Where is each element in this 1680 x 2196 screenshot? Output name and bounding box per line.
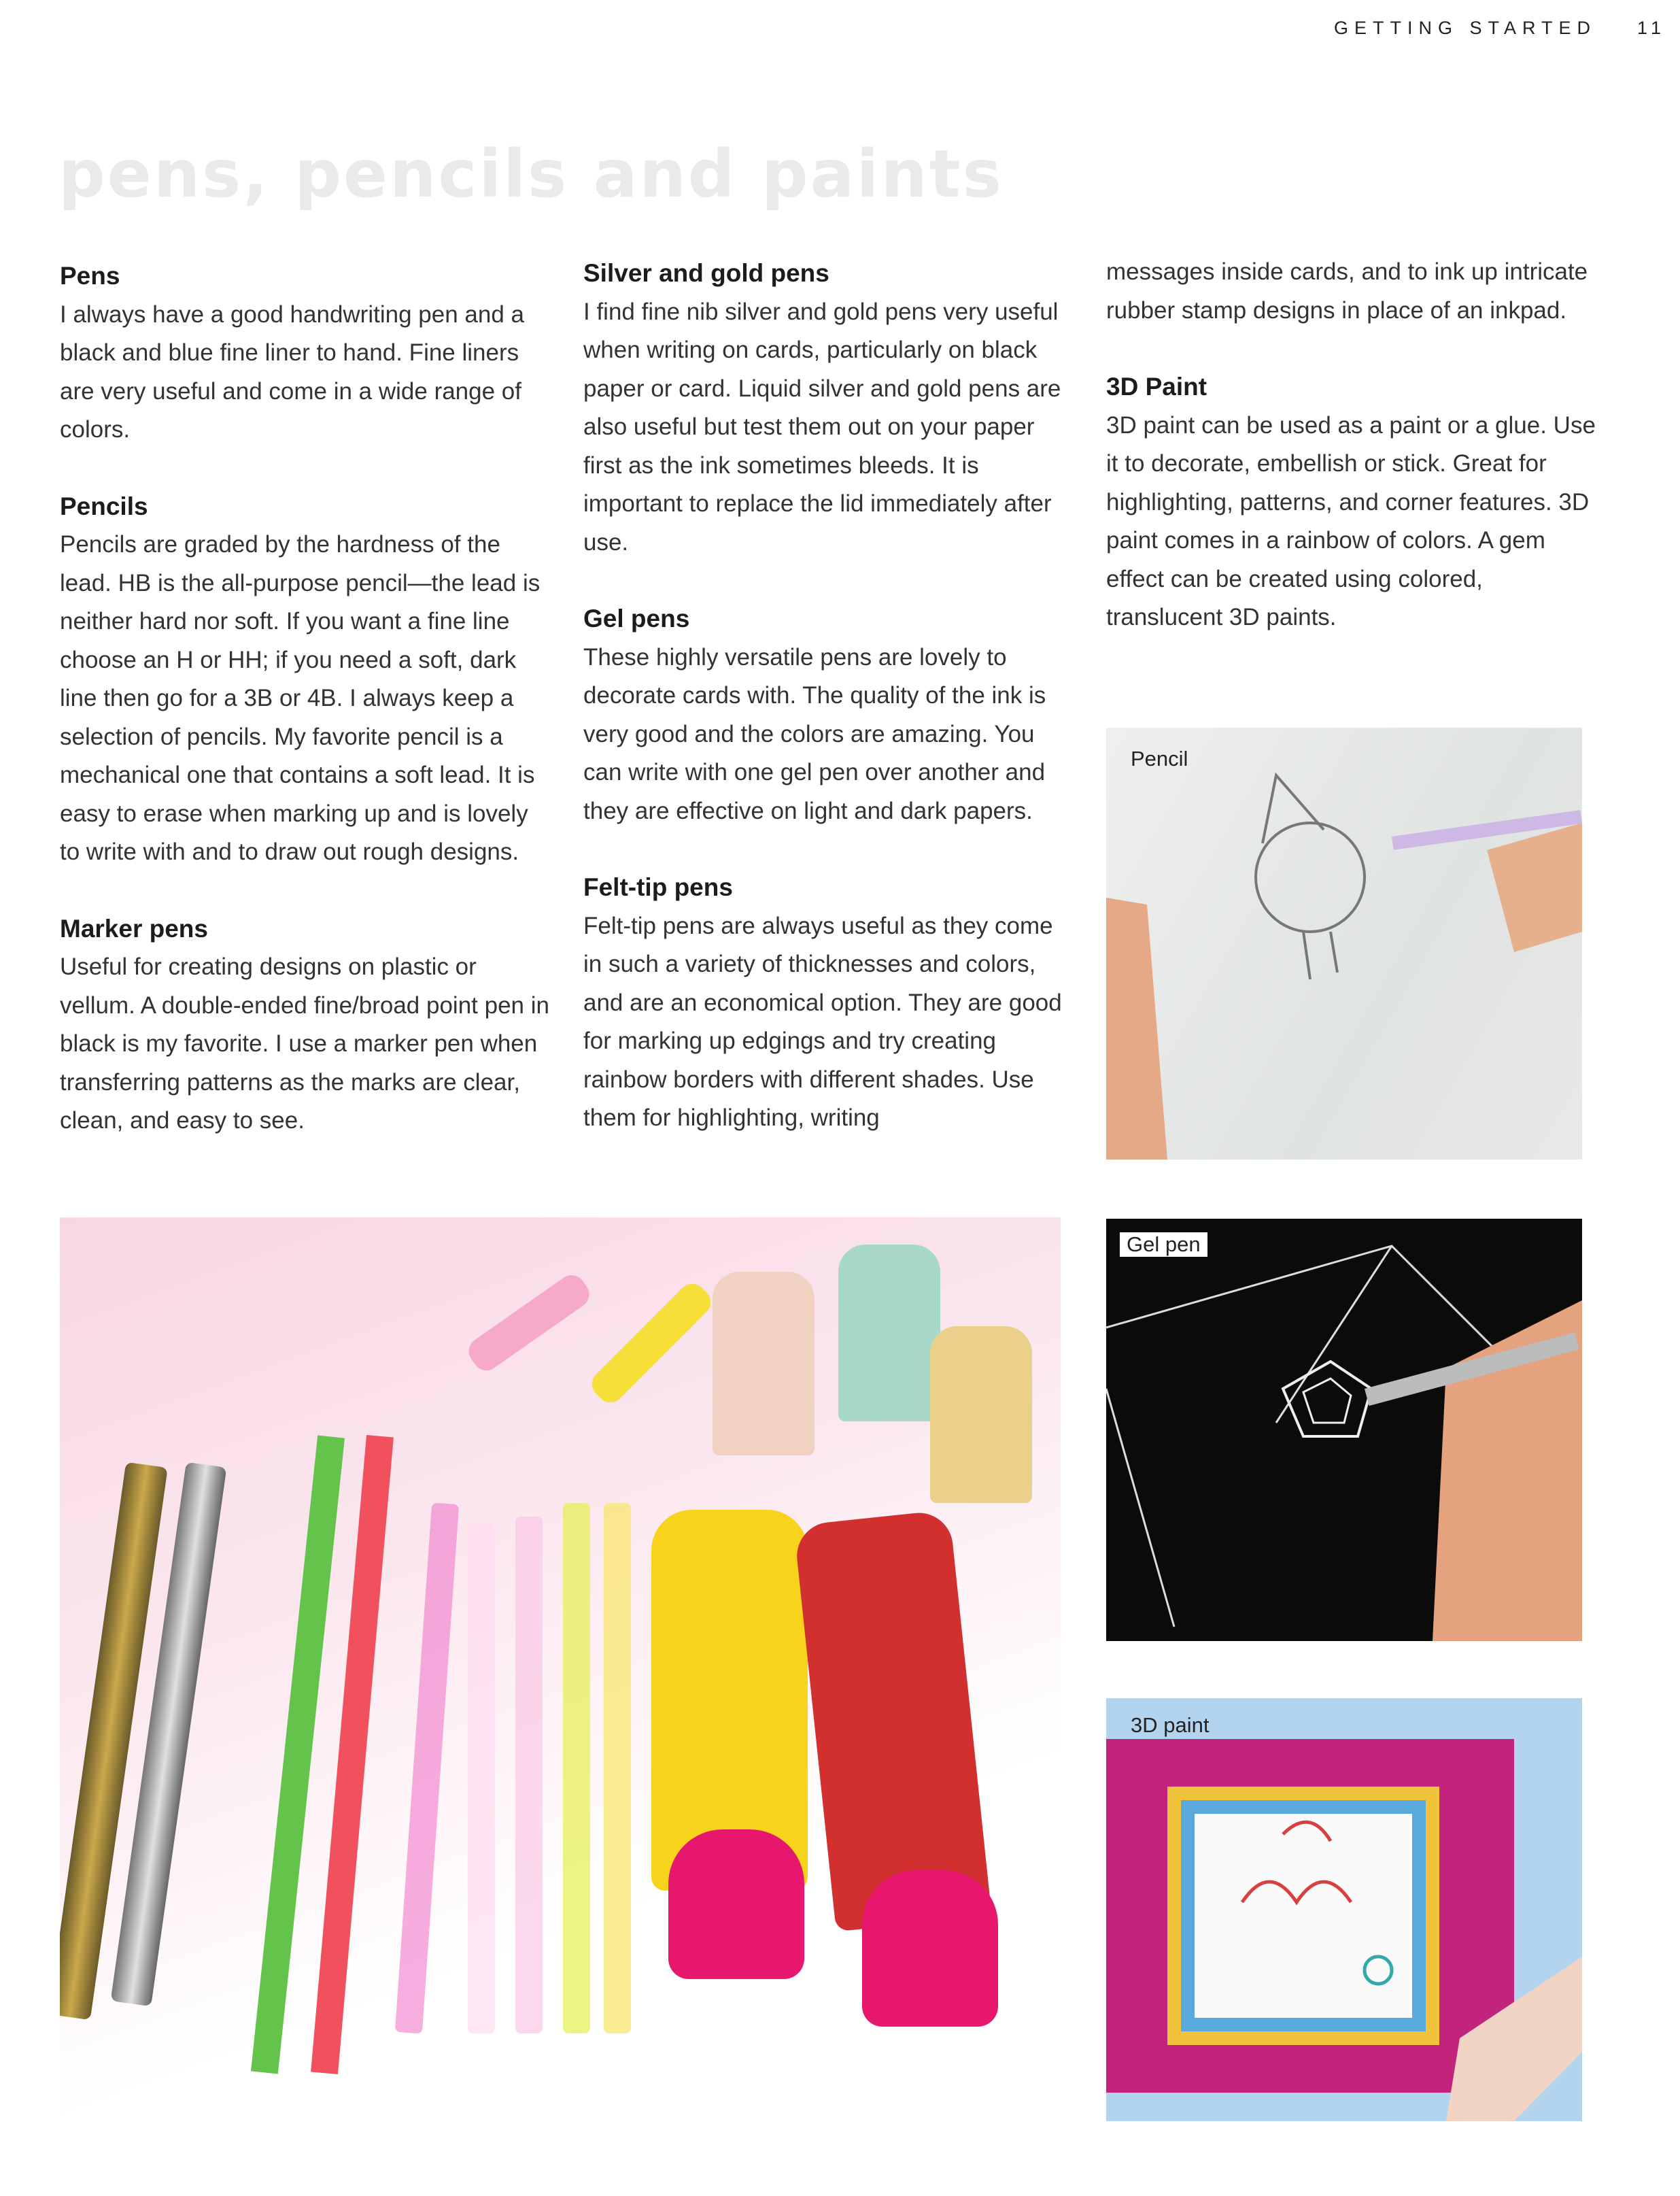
photo-caption: 3D paint <box>1131 1713 1210 1737</box>
section-text: Felt-tip pens are always useful as they come in such a variety of thicknesses and colors, and are an economical option. They are good for marking up edgings and try creating rainbow borders with different shades. Use them for highlighting, writing <box>583 912 1062 1131</box>
section-heading: Marker pens <box>60 914 208 943</box>
red-paint-bottle <box>793 1510 991 1932</box>
3d-paint-photo <box>1106 1698 1582 2121</box>
text-column-2 <box>583 254 1073 1176</box>
section-heading: Felt-tip pens <box>583 873 733 901</box>
paint-jar <box>930 1326 1032 1503</box>
section-text: 3D paint can be used as a paint or a glue. Use it to decorate, embellish or stick. Great for highlighting, patterns, and corner features. 3D paint comes in a rainbow of colors. A gem effect can be created using colored, translucent 3D paints. <box>1106 411 1596 630</box>
section-heading: Gel pens <box>583 605 690 632</box>
pen-cap <box>464 1270 595 1376</box>
pen-cap <box>587 1279 717 1408</box>
running-head: GETTING STARTED <box>1334 18 1597 38</box>
section-text: Useful for creating designs on plastic or vellum. A double-ended fine/broad point pen in black is my favorite. I use a marker pen when transferring patterns as the marks are clear, clean, and easy to see. <box>60 953 549 1134</box>
section-text: Pencils are graded by the hardness of the lead. HB is the all-purpose pencil—the lead is neither hard nor soft. If you want a fine line choose an H or HH; if you need a soft, dark line then go for a 3B or 4B. I always keep a selection of pencils. My favorite pencil is a mechanical one that contains a soft lead. It is easy to erase when marking up and is lovely to write with and to draw out rough designs. <box>60 531 541 865</box>
section-heading: Pens <box>60 262 120 290</box>
supplies-photo <box>60 1217 1061 2142</box>
photo-caption: Pencil <box>1131 747 1188 771</box>
bird-drawing <box>1106 728 1582 1160</box>
gel-pen-photo <box>1106 1219 1582 1641</box>
section-text: messages inside cards, and to ink up intricate rubber stamp designs in place of an inkpad. <box>1106 258 1588 324</box>
spiderweb-drawing <box>1106 1219 1582 1641</box>
page-number: 11 <box>1637 18 1666 38</box>
text-column-1 <box>60 257 549 1179</box>
section-heading: Silver and gold pens <box>583 259 829 287</box>
section-text: I find fine nib silver and gold pens very useful when writing on cards, particularly on black paper or card. Liquid silver and gold pens are also useful but test them out on your paper first as the ink sometimes bleeds. It is important to replace the lid immediately after use. <box>583 298 1061 556</box>
paint-jar <box>713 1272 815 1455</box>
section-text: These highly versatile pens are lovely to decorate cards with. The quality of the ink is very good and the colors are amazing. You can write with one gel pen over another and they are effective on light and dark papers. <box>583 643 1046 824</box>
pink-nozzle <box>862 1870 998 2027</box>
pink-nozzle <box>668 1829 804 1979</box>
gel-pen <box>604 1503 631 2033</box>
gel-pen <box>395 1503 459 2034</box>
page-title: pens, pencils and paints <box>58 136 1004 212</box>
gel-pen <box>563 1503 590 2033</box>
photo-caption: Gel pen <box>1120 1232 1207 1257</box>
gel-pen <box>515 1517 543 2033</box>
paint-jar <box>838 1245 940 1421</box>
text-column-3 <box>1106 253 1596 675</box>
section-heading: Pencils <box>60 492 148 520</box>
gel-pen <box>468 1523 495 2033</box>
card-artwork <box>1106 1698 1582 2121</box>
section-heading: 3D Paint <box>1106 373 1207 401</box>
section-text: I always have a good handwriting pen and a black and blue fine liner to hand. Fine liners are very useful and come in a wide range of colors. <box>60 301 524 443</box>
pencil-photo <box>1106 728 1582 1160</box>
